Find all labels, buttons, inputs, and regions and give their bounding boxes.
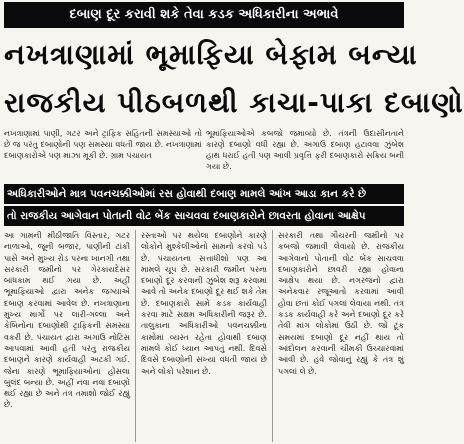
subheading-deck-2: તો રાજકીય આગેવાન પોતાની વોટ બેંક સાચવવા દબાણકારોને છાવરતા હોવાના આક્ષેપ: [4, 206, 404, 226]
article-body: [4, 230, 404, 442]
headline-line-1: નખત્રાણામાં ભૂમાફિયા બેફામ બન્યા: [4, 38, 418, 71]
subheading-deck-1: અધિકારીઓને માત્ર પવનચક્કીઓમાં રસ હોવાથી દબાણ મામલે આંખ આડા કાન કરે છે: [4, 184, 404, 204]
column-divider: [135, 230, 136, 442]
lead-paragraph: [4, 128, 404, 182]
column-divider: [272, 230, 273, 442]
headline-line-2: રાજકીય પીઠબળથી કાચા-પાકા દબાણો: [4, 86, 464, 119]
kicker-banner: દબાણ દૂર કરાવી શકે તેવા કડક અધિકારીના અભાવે: [4, 2, 404, 28]
body-column-3: સરકારી તથા ગૌચરની જમીનો પર કબજો જમાવી લેવાયો છે. રાજકીય આગેવાનો પોતાની વોટ બેંક સાચવવા દબાણકારોને છાવરી રહ્યા હોવાના આક્ષેપ થયા છે. નગરજનો દ્વારા અનેકવાર રજૂઆતો કરવામાં આવી હોવા છતાં કોઈ પગલાં લેવાયા નથી. તંત્ર કડક કાર્યવાહી કરે અને દબાણો દૂર કરે તેવી માંગ લોકોમાં ઉઠી છે. જો ટૂંક સમયમાં દબાણો દૂર નહીં થાય તો આંદોલન કરવાની ચીમકી ઉચ્ચારવામાં આવી છે. હવે જોવાનું રહ્યું કે તંત્ર શું પગલાં લે છે.: [278, 231, 404, 376]
body-column-2: રસ્તાઓ પર થયેલા દબાણોને કારણે લોકોને મુશ્કેલીઓનો સામનો કરવો પડે છે. પંચાયતના સત્તાધીશો પણ આ મામલે ચૂપ છે. સરકારી જમીન પરના દબાણો દૂર કરવાની ઝુંબેશ શરૂ કરવામાં આવે તો અનેક દબાણો દૂર થઈ શકે તેમ છે. દબાણકારો સામે કડક કાર્યવાહી કરવા માટે સક્ષમ અધિકારીની જરૂર છે. તાલુકાના અધિકારીઓ પવનચક્કીના કામોમાં વ્યસ્ત રહેતા હોવાથી દબાણ મામલે કોઈ ધ્યાન આપતું નથી. દિવસે દિવસે દબાણોની સંખ્યા વધતી જાય છે અને લોકો પરેશાન છે.: [141, 231, 267, 376]
lead-column-1: નખત્રાણામાં પાણી, ગટર અને ટ્રાફિક સહિતની સમસ્યાઓ તો છે જ પરંતુ દબાણોની પણ સમસ્યા વધતી જાય છે. નખત્રાણામાં દબાણકારોએ પણ માઝા મૂકી છે. ગ્રામ પંચાયત: [4, 129, 202, 160]
lead-column-2: ભૂમાફિયાઓએ કબજો જમાવ્યો છે. તંત્રની ઉદાસીનતાને કારણે દબાણો વધી રહ્યા છે. અગાઉ દબાણ હટાવવા ઝુંબેશ હાથ ધરાઈ હતી પણ આવી પ્રવૃત્તિ ફરી દબાણકારો સક્રિય બની ગયા છે.: [206, 129, 404, 171]
body-column-1: આ ગામની મીઠીજાતિ વિસ્તાર, ગટર નાળાઓ, જૂની બજાર, પાણીની ટાંકી પાસે અને મુખ્ય રોડ પરના ખાનગી તથા સરકારી જમીનો પર ગેરકાયદેસર બાંધકામ થઈ ગયા છે. અહીં ભૂમાફિયાઓ દ્વારા અનેક જગ્યાએ દબાણ કરવામાં આવેલ છે. નખત્રાણાના મુખ્ય માર્ગો પર લારી-ગલ્લા અને કેબિનોના દબાણોથી ટ્રાફિકની સમસ્યા વકરી છે. પંચાયત દ્વારા અગાઉ નોટિસ આપવામાં આવી હતી પરંતુ રાજકીય દબાણને કારણે કાર્યવાહી અટકી ગઈ. જેના કારણે ભૂમાફિયાઓના હોંસલા બુલંદ બન્યા છે. અહીં નવા નવા દબાણો થઈ રહ્યા છે અને તંત્ર તમાશો જોઈ રહ્યું છે.: [4, 231, 130, 410]
